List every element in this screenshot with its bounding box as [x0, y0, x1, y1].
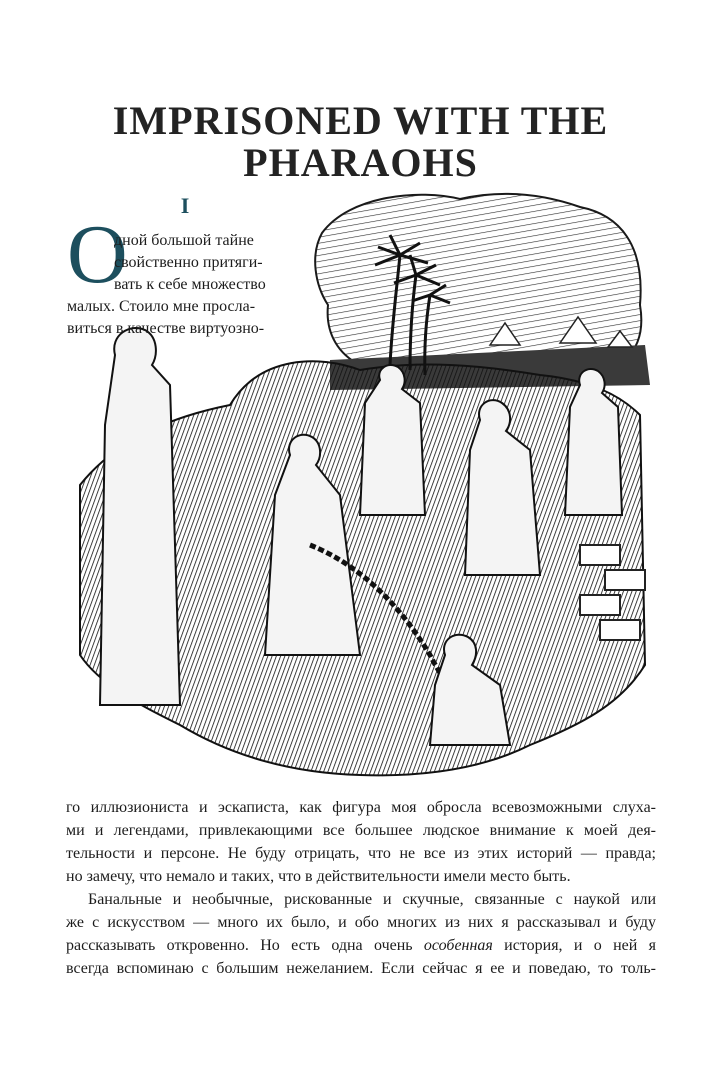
- paragraph1-line-4: но замечу, что немало и таких, что в действительности имели место быть.: [66, 868, 571, 885]
- intro-line-3: вать к себе множество: [114, 276, 266, 293]
- intro-line-5: виться в качестве виртуозно-: [67, 320, 265, 337]
- intro-line-4: малых. Стоило мне просла-: [67, 298, 256, 315]
- paragraph2-line-4: всегда вспоминаю с большим нежеланием. Если сейчас я ее и поведаю, то толь-: [66, 960, 656, 977]
- title-line-1: IMPRISONED WITH THE: [112, 98, 609, 143]
- paragraph2-line-3-end: история, и о ней я: [492, 937, 657, 954]
- intro-line-2: свойственно притяги-: [114, 254, 263, 271]
- paragraph1-line-2: ми и легендами, привлекающими все большее людское внимание к моей дея-: [66, 822, 656, 839]
- paragraph2-line-3: [66, 934, 656, 957]
- paragraph1-line-3: тельности и персоне. Не буду отрицать, что не все из этих историй — правда;: [66, 845, 656, 862]
- drop-cap: О: [67, 208, 128, 301]
- paragraph2-line-1: Банальные и необычные, рискованные и скучные, связанные с наукой или: [88, 891, 656, 908]
- paragraph1-line-1: го иллюзиониста и эскаписта, как фигура моя обросла всевозможными слуха-: [66, 799, 656, 816]
- page-title: [60, 100, 661, 184]
- title-line-2: PHARAOHS: [243, 140, 478, 185]
- paragraph2-line-2: же с искусством — много их было, и обо многих из них я рассказывал и буду: [66, 914, 656, 931]
- body-text: [66, 796, 656, 980]
- emphasis-word: особенная: [423, 937, 493, 954]
- chapter-number: I: [180, 193, 190, 218]
- intro-line-1: дной большой тайне: [114, 232, 254, 249]
- paragraph2-line-3-start: рассказывать откровенно. Но есть одна очень: [66, 937, 424, 954]
